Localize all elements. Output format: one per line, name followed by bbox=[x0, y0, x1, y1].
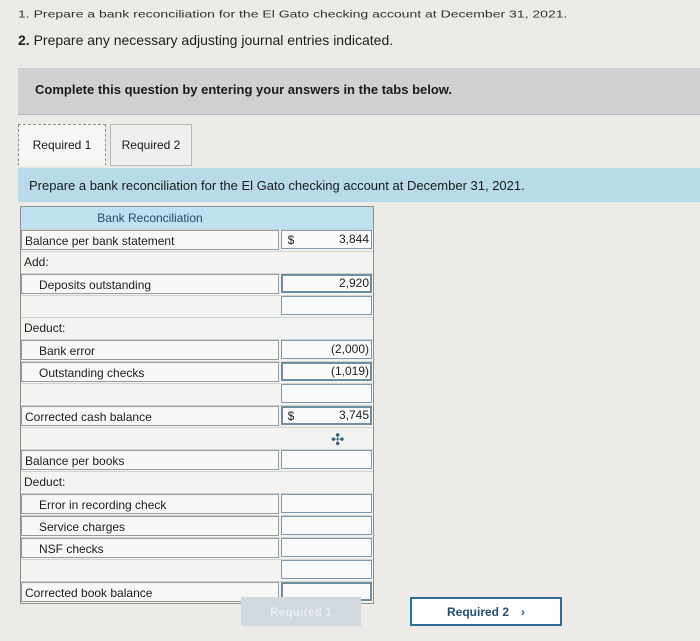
tab-required-2[interactable]: Required 2 bbox=[110, 124, 192, 166]
amount-balance-per-bank: 3,844 bbox=[338, 232, 369, 246]
tab-required-1[interactable]: Required 1 bbox=[18, 124, 106, 166]
row-balance-per-bank bbox=[21, 229, 373, 251]
label-corrected-book[interactable]: Corrected book balance bbox=[21, 582, 279, 602]
row-outstanding-checks bbox=[21, 361, 373, 383]
amount-bank-error: (2,000) bbox=[330, 342, 369, 356]
amount-field-nsf-checks[interactable] bbox=[281, 538, 372, 557]
label-balance-per-books[interactable]: Balance per books bbox=[21, 450, 279, 470]
row-empty-2 bbox=[21, 383, 373, 405]
row-deduct-books bbox=[21, 471, 373, 493]
instruction-line-2 bbox=[18, 32, 393, 48]
amount-deposits-outstanding: 2,920 bbox=[338, 276, 369, 290]
currency-symbol: $ bbox=[287, 233, 295, 247]
label-add: Add: bbox=[24, 255, 49, 269]
row-nsf-checks bbox=[21, 537, 373, 559]
row-bank-error bbox=[21, 339, 373, 361]
amount-field-error-recording-check[interactable] bbox=[281, 494, 372, 513]
amount-corrected-cash: 3,745 bbox=[338, 408, 369, 422]
row-corrected-cash bbox=[21, 405, 373, 427]
label-error-recording-check[interactable]: Error in recording check bbox=[21, 494, 279, 514]
table-header bbox=[21, 207, 373, 229]
row-error-recording-check bbox=[21, 493, 373, 515]
amount-outstanding-checks: (1,019) bbox=[330, 364, 369, 378]
next-button[interactable] bbox=[410, 597, 562, 626]
amount-field-empty-2[interactable] bbox=[281, 384, 372, 403]
label-bank-error[interactable]: Bank error bbox=[21, 340, 279, 360]
currency-symbol: $ bbox=[287, 409, 295, 423]
amount-field-empty-3[interactable] bbox=[281, 560, 372, 579]
amount-field-service-charges[interactable] bbox=[281, 516, 372, 535]
label-deduct-books: Deduct: bbox=[24, 475, 66, 489]
label-corrected-cash[interactable]: Corrected cash balance bbox=[21, 406, 279, 426]
label-deduct: Deduct: bbox=[24, 321, 66, 335]
row-empty-3 bbox=[21, 559, 373, 581]
label-service-charges[interactable]: Service charges bbox=[21, 516, 279, 536]
tab-instruction-text: Prepare a bank reconciliation for the El Gato checking account at December 31, 2021. bbox=[29, 178, 525, 193]
label-deposits-outstanding[interactable]: Deposits outstanding bbox=[21, 274, 279, 294]
row-deposits-outstanding bbox=[21, 273, 373, 295]
table-title: Bank Reconciliation bbox=[97, 211, 203, 225]
row-balance-per-books bbox=[21, 449, 373, 471]
row-deduct bbox=[21, 317, 373, 339]
instruction-line-1: 1. Prepare a bank reconciliation for the El Gato checking account at December 31, 2021. bbox=[18, 8, 568, 20]
row-empty-1 bbox=[21, 295, 373, 317]
chevron-right-icon: › bbox=[521, 604, 525, 619]
prev-button-label: Required 1 bbox=[269, 604, 332, 619]
label-outstanding-checks[interactable]: Outstanding checks bbox=[21, 362, 279, 382]
row-add bbox=[21, 251, 373, 273]
label-nsf-checks[interactable]: NSF checks bbox=[21, 538, 279, 558]
label-balance-per-bank[interactable]: Balance per bank statement bbox=[21, 230, 279, 250]
amount-field-balance-per-books[interactable] bbox=[281, 450, 372, 469]
instruction-number: 2. bbox=[18, 32, 30, 48]
amount-field-empty-1[interactable] bbox=[281, 296, 372, 315]
row-add-line bbox=[21, 427, 373, 449]
prev-button[interactable] bbox=[241, 597, 361, 626]
next-button-label: Required 2 bbox=[446, 604, 509, 619]
tab-instruction-bar bbox=[18, 168, 700, 202]
instructions-banner bbox=[18, 68, 700, 115]
bank-reconciliation-table bbox=[20, 206, 374, 604]
banner-text: Complete this question by entering your answers in the tabs below. bbox=[35, 82, 453, 97]
add-row-icon[interactable]: ✣ bbox=[331, 432, 345, 449]
instruction-line-2-text: Prepare any necessary adjusting journal entries indicated. bbox=[29, 32, 394, 48]
row-service-charges bbox=[21, 515, 373, 537]
